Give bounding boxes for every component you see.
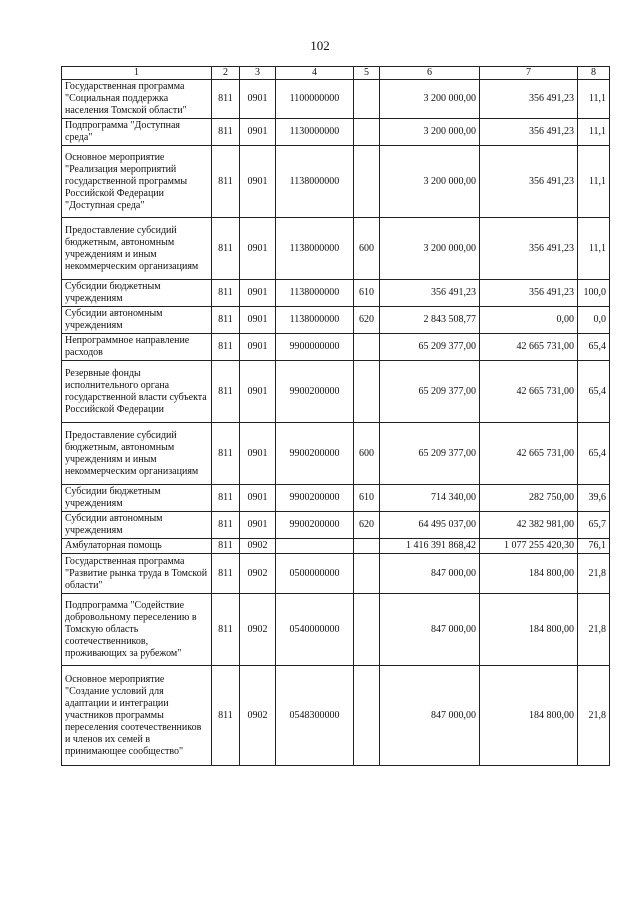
row-col-8: 65,4 <box>578 334 610 361</box>
row-col-3: 0902 <box>240 594 276 666</box>
row-col-5: 610 <box>354 280 380 307</box>
row-col-4: 0548300000 <box>276 666 354 766</box>
row-col-4: 1100000000 <box>276 80 354 119</box>
row-name: Субсидии автономным учреждениям <box>62 307 212 334</box>
row-col-4: 9900200000 <box>276 485 354 512</box>
table-row <box>62 334 610 361</box>
table-row <box>62 218 610 280</box>
row-col-7: 42 665 731,00 <box>480 423 578 485</box>
row-col-5: 620 <box>354 307 380 334</box>
row-col-6: 847 000,00 <box>380 666 480 766</box>
row-col-2: 811 <box>212 485 240 512</box>
row-col-3: 0901 <box>240 485 276 512</box>
row-col-3: 0902 <box>240 666 276 766</box>
row-col-8: 65,4 <box>578 423 610 485</box>
row-col-2: 811 <box>212 334 240 361</box>
row-col-4: 1138000000 <box>276 146 354 218</box>
row-name: Предоставление субсидий бюджетным, автономным учреждениям и иным некоммерческим организациям <box>62 218 212 280</box>
row-col-5 <box>354 146 380 218</box>
header-col-6: 6 <box>380 67 480 80</box>
row-col-2: 811 <box>212 80 240 119</box>
row-col-5 <box>354 361 380 423</box>
budget-table <box>61 66 610 766</box>
row-col-5 <box>354 334 380 361</box>
row-col-5: 620 <box>354 512 380 539</box>
row-col-5: 600 <box>354 218 380 280</box>
table-row <box>62 512 610 539</box>
row-col-4: 0500000000 <box>276 554 354 594</box>
row-col-6: 356 491,23 <box>380 280 480 307</box>
header-col-1: 1 <box>62 67 212 80</box>
table-row <box>62 307 610 334</box>
row-col-4 <box>276 539 354 554</box>
row-name: Основное мероприятие "Реализация мероприятий государственной программы Российской Федерации "Доступная среда" <box>62 146 212 218</box>
row-name: Субсидии бюджетным учреждениям <box>62 485 212 512</box>
row-col-8: 21,8 <box>578 554 610 594</box>
row-col-3: 0901 <box>240 218 276 280</box>
row-name: Амбулаторная помощь <box>62 539 212 554</box>
table-body <box>62 80 610 766</box>
table-row <box>62 485 610 512</box>
row-col-2: 811 <box>212 119 240 146</box>
row-col-7: 356 491,23 <box>480 218 578 280</box>
table-row <box>62 146 610 218</box>
row-col-3: 0902 <box>240 539 276 554</box>
row-col-7: 42 665 731,00 <box>480 334 578 361</box>
header-col-7: 7 <box>480 67 578 80</box>
row-col-4: 1138000000 <box>276 218 354 280</box>
table-row <box>62 80 610 119</box>
row-col-8: 11,1 <box>578 146 610 218</box>
table-row <box>62 539 610 554</box>
row-col-3: 0901 <box>240 423 276 485</box>
row-col-4: 1138000000 <box>276 307 354 334</box>
row-col-6: 3 200 000,00 <box>380 218 480 280</box>
table-row <box>62 666 610 766</box>
row-col-7: 184 800,00 <box>480 594 578 666</box>
row-col-6: 3 200 000,00 <box>380 119 480 146</box>
row-col-5 <box>354 554 380 594</box>
row-col-4: 1130000000 <box>276 119 354 146</box>
row-col-3: 0901 <box>240 280 276 307</box>
row-col-6: 64 495 037,00 <box>380 512 480 539</box>
row-col-7: 356 491,23 <box>480 146 578 218</box>
row-col-6: 847 000,00 <box>380 594 480 666</box>
row-col-4: 9900200000 <box>276 361 354 423</box>
row-name: Субсидии бюджетным учреждениям <box>62 280 212 307</box>
row-col-8: 11,1 <box>578 119 610 146</box>
row-col-3: 0901 <box>240 80 276 119</box>
row-col-2: 811 <box>212 361 240 423</box>
row-col-8: 65,7 <box>578 512 610 539</box>
header-row <box>62 67 610 80</box>
row-col-7: 42 665 731,00 <box>480 361 578 423</box>
row-col-7: 356 491,23 <box>480 280 578 307</box>
row-col-6: 65 209 377,00 <box>380 423 480 485</box>
row-col-8: 21,8 <box>578 666 610 766</box>
row-col-8: 0,0 <box>578 307 610 334</box>
table-row <box>62 361 610 423</box>
row-col-3: 0901 <box>240 361 276 423</box>
row-col-6: 714 340,00 <box>380 485 480 512</box>
page-number: 102 <box>310 38 330 53</box>
row-col-4: 9900200000 <box>276 512 354 539</box>
row-col-6: 65 209 377,00 <box>380 361 480 423</box>
row-col-3: 0901 <box>240 146 276 218</box>
row-col-3: 0901 <box>240 334 276 361</box>
row-col-2: 811 <box>212 512 240 539</box>
row-col-7: 1 077 255 420,30 <box>480 539 578 554</box>
row-col-6: 1 416 391 868,42 <box>380 539 480 554</box>
row-name: Предоставление субсидий бюджетным, автономным учреждениям и иным некоммерческим организациям <box>62 423 212 485</box>
row-col-2: 811 <box>212 307 240 334</box>
header-col-3: 3 <box>240 67 276 80</box>
row-col-6: 3 200 000,00 <box>380 146 480 218</box>
table-row <box>62 280 610 307</box>
row-col-6: 65 209 377,00 <box>380 334 480 361</box>
table-row <box>62 594 610 666</box>
row-col-3: 0901 <box>240 512 276 539</box>
row-col-7: 184 800,00 <box>480 666 578 766</box>
row-col-2: 811 <box>212 539 240 554</box>
row-col-8: 11,1 <box>578 218 610 280</box>
table-row <box>62 423 610 485</box>
row-name: Непрограммное направление расходов <box>62 334 212 361</box>
row-name: Государственная программа "Социальная поддержка населения Томской области" <box>62 80 212 119</box>
row-col-2: 811 <box>212 423 240 485</box>
row-col-2: 811 <box>212 146 240 218</box>
row-col-7: 42 382 981,00 <box>480 512 578 539</box>
row-col-5 <box>354 666 380 766</box>
row-col-3: 0902 <box>240 554 276 594</box>
table-row <box>62 119 610 146</box>
header-col-5: 5 <box>354 67 380 80</box>
row-col-2: 811 <box>212 594 240 666</box>
row-col-8: 100,0 <box>578 280 610 307</box>
row-col-4: 9900200000 <box>276 423 354 485</box>
row-col-3: 0901 <box>240 307 276 334</box>
row-col-2: 811 <box>212 554 240 594</box>
row-name: Подпрограмма "Доступная среда" <box>62 119 212 146</box>
row-col-4: 1138000000 <box>276 280 354 307</box>
row-col-6: 2 843 508,77 <box>380 307 480 334</box>
header-col-2: 2 <box>212 67 240 80</box>
row-col-5 <box>354 594 380 666</box>
row-col-8: 76,1 <box>578 539 610 554</box>
row-name: Субсидии автономным учреждениям <box>62 512 212 539</box>
row-col-7: 356 491,23 <box>480 80 578 119</box>
row-col-8: 21,8 <box>578 594 610 666</box>
row-name: Резервные фонды исполнительного органа государственной власти субъекта Российской Федерации <box>62 361 212 423</box>
row-col-3: 0901 <box>240 119 276 146</box>
header-col-4: 4 <box>276 67 354 80</box>
row-col-7: 356 491,23 <box>480 119 578 146</box>
row-col-7: 282 750,00 <box>480 485 578 512</box>
row-col-5: 610 <box>354 485 380 512</box>
row-col-2: 811 <box>212 666 240 766</box>
row-col-5 <box>354 539 380 554</box>
row-col-4: 0540000000 <box>276 594 354 666</box>
row-col-7: 184 800,00 <box>480 554 578 594</box>
row-name: Подпрограмма "Содействие добровольному переселению в Томскую область соотечественников, проживающих за рубежом" <box>62 594 212 666</box>
row-col-5 <box>354 80 380 119</box>
row-col-7: 0,00 <box>480 307 578 334</box>
header-col-8: 8 <box>578 67 610 80</box>
row-col-8: 65,4 <box>578 361 610 423</box>
row-col-5: 600 <box>354 423 380 485</box>
row-col-2: 811 <box>212 218 240 280</box>
table-row <box>62 554 610 594</box>
row-col-6: 847 000,00 <box>380 554 480 594</box>
row-col-8: 11,1 <box>578 80 610 119</box>
row-col-2: 811 <box>212 280 240 307</box>
row-name: Государственная программа "Развитие рынка труда в Томской области" <box>62 554 212 594</box>
row-col-5 <box>354 119 380 146</box>
row-name: Основное мероприятие "Создание условий для адаптации и интеграции участников программы переселения соотечественников и членов их семей в принимающее сообщество" <box>62 666 212 766</box>
row-col-4: 9900000000 <box>276 334 354 361</box>
row-col-6: 3 200 000,00 <box>380 80 480 119</box>
row-col-8: 39,6 <box>578 485 610 512</box>
